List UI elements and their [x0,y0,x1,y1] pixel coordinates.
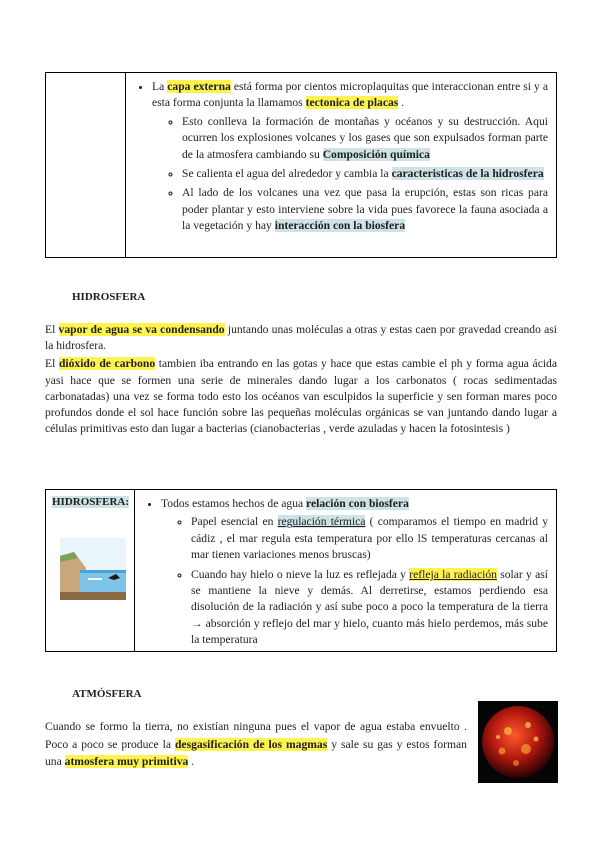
bullet-list [145,496,548,649]
sub-list-item [182,166,548,182]
table-right-cell [126,73,556,238]
highlight: dióxido de carbono [58,357,156,371]
sub-list-item [182,185,548,234]
sub-list-item [182,114,548,163]
paragraph [45,322,557,354]
highlight: regulación térmica [277,515,366,529]
highlight: tectonica de placas [305,96,399,110]
table-right-cell [135,490,556,652]
table-left-cell [46,490,135,651]
section-heading-atmosfera: ATMÓSFERA [72,688,142,700]
highlight: atmosfera muy primitiva [64,755,189,769]
table-left-cell [46,73,126,257]
text: Esto conlleva la formación de montañas y océanos y su destrucción. Aqui ocurren los explosiones volcanes y los gases que son expulsados forman parte de la atmosfera cambiando su [182,114,548,161]
paragraph [45,356,557,437]
text: y sale su gas y estos forman una [45,737,467,769]
bullet-list [136,79,548,235]
primitive-earth-image [478,701,558,783]
sub-list-item [191,567,548,649]
section-heading-hidrosfera: HIDROSFERA [72,291,146,303]
text: El [45,323,59,336]
text: Cuando se formo la tierra, no existían ninguna pues el vapor de agua estaba envuelto . Poco a poco se produce la [45,720,467,751]
text: . [188,755,195,769]
sub-list [161,514,548,648]
atmosfera-text [45,718,467,771]
text: tambien iba entrando en las gotas y hace que estas cambie el ph y forma agua ácida yasi hace que se formen una serie de minerales dando lugar a los carbonatos ( rocas sedimentadas carbonatadas) una vez se forma todo esto los océanos van esculpidos la superficie y sen forman mares poco profundos donde el sol hace función sobre las pequeñas moléculas orgánicas se van juntando dando lugar a células primitivas esto dan lugar a bacterias (cianobacterias , verde azuladas y hacen la fotosintesis ) [45,357,557,436]
list-item [161,496,548,649]
text: está forma por cientos microplaquitas que interaccionan entre si y a esta forma conjunta la llamamos [152,80,549,110]
highlight: vapor de agua se va condensando [58,323,225,336]
text: Al lado de los volcanes una vez que pasa la erupción, estas son ricas para poder plantar y esto interviene sobre la vida pues favorece la fauna asociada a la vegetación y hay [182,186,548,233]
sub-list-item [191,514,548,563]
highlight: Composición química [322,147,430,161]
highlight: relación con biosfera [306,497,409,510]
table-title: HIDROSFERA: [52,496,130,508]
text: Cuando hay hielo o nieve la luz es reflejada y [191,567,410,581]
highlight: desgasificación de los magmas [174,737,328,751]
highlight: capa externa [167,80,231,93]
text: El [45,357,59,371]
list-item [152,79,548,235]
text: La [152,80,168,93]
text: ( comparamos el tiempo en madrid y cádiz , el mar regula esta temperatura por ello lS temperaturas cercanas al mar tienen variaciones menos bruscas) [191,515,548,562]
table-tectonica [45,72,557,258]
highlight: caracteristicas de la hidrosfera [391,167,544,181]
text: . [398,96,405,110]
ocean-illustration [60,538,126,600]
highlight: refleja la radiación [409,567,497,581]
text: Papel esencial en [191,515,278,529]
sub-list [152,114,548,235]
table-hidrosfera [45,489,557,652]
highlight: interacción con la biosfera [274,219,406,233]
text: solar y así se mantiene la nieve y demás. Al derretirse, estamos perdiendo esa disolución de la radiación y así sube poco a poco la temperatura de la tierra → absorción y reflejo del mar y hielo, cuanto más hielo perdemos, más sube la temperatura [191,567,548,647]
text: Se calienta el agua del alrededor y cambia la [182,167,392,181]
text: Todos estamos hechos de agua [161,497,307,510]
hidrosfera-text [45,322,557,439]
text: juntando unas moléculas a otras y estas caen por gravedad creando asi la hidrosfera. [45,323,557,353]
